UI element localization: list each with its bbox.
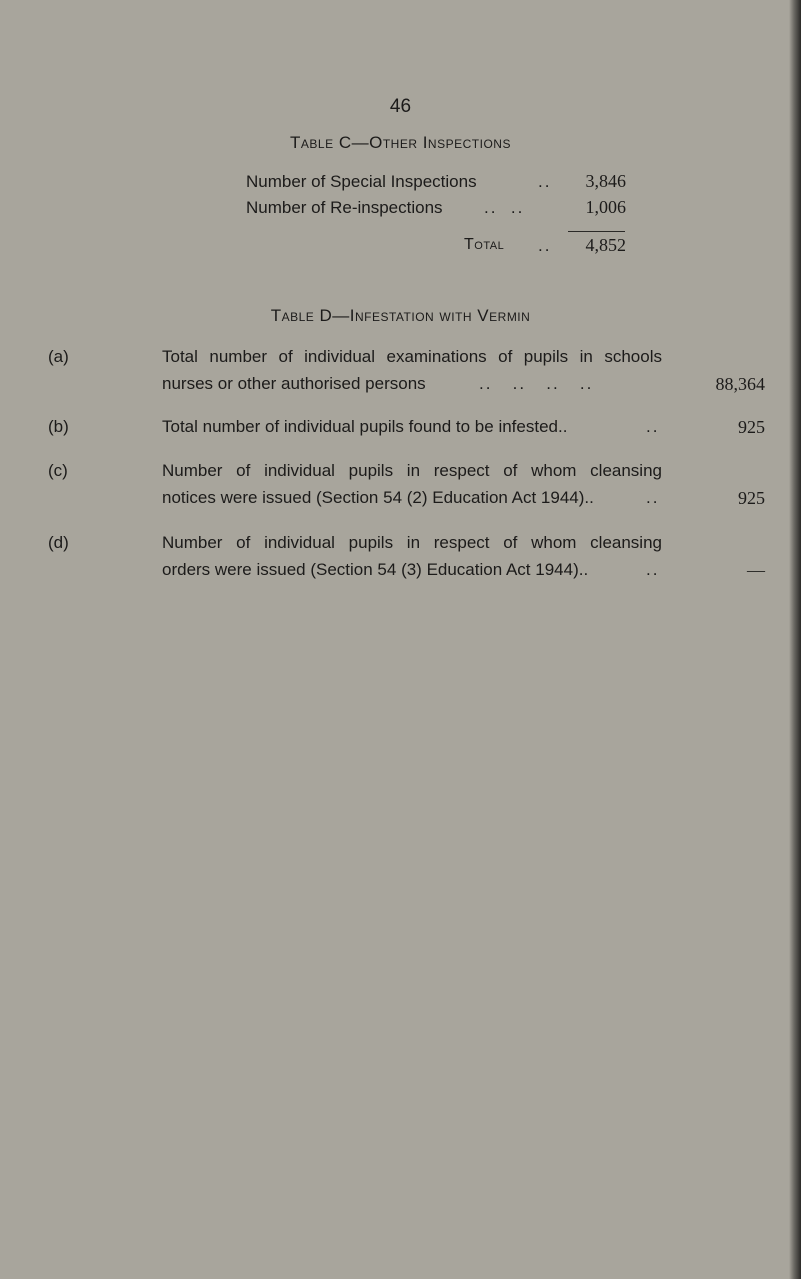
item-marker: (a)	[48, 347, 69, 366]
table-d-title: Table D—Infestation with Vermin	[270, 306, 531, 325]
row-label: Number of Special Inspections	[246, 172, 477, 191]
row-value: 3,846	[585, 171, 626, 191]
item-text-line: Total number of individual examinations of pupils in schools	[162, 347, 662, 366]
leader-dots: ..	[646, 560, 660, 579]
item-text-line: notices were issued (Section 54 (2) Education Act 1944)..	[162, 488, 594, 507]
leader-dots: ..	[646, 488, 660, 507]
leader-dots: .. .. .. ..	[479, 374, 594, 393]
leader-dots: .. ..	[484, 198, 525, 217]
leader-dots: ..	[538, 236, 552, 255]
item-text-line: nurses or other authorised persons	[162, 374, 426, 393]
page-number: 46	[389, 96, 412, 117]
item-value: 88,364	[715, 374, 765, 394]
table-c-title: Table C—Other Inspections	[290, 133, 511, 152]
leader-dots: ..	[538, 172, 552, 191]
item-value: 925	[738, 488, 765, 508]
row-value: 1,006	[585, 197, 626, 217]
item-text-line: Number of individual pupils in respect of whom cleansing	[162, 461, 662, 480]
item-marker: (d)	[48, 533, 69, 552]
item-text-line: Number of individual pupils in respect of whom cleansing	[162, 533, 662, 552]
row-label: Number of Re-inspections	[246, 198, 443, 217]
item-text-line: Total number of individual pupils found to be infested..	[162, 417, 568, 436]
leader-dots: ..	[646, 417, 660, 436]
item-marker: (c)	[48, 461, 68, 480]
item-value: —	[747, 560, 765, 580]
item-marker: (b)	[48, 417, 69, 436]
total-label: Total	[464, 236, 505, 253]
total-rule	[568, 231, 625, 232]
page-edge-shadow	[789, 0, 801, 1279]
item-text-line: orders were issued (Section 54 (3) Education Act 1944)..	[162, 560, 589, 579]
total-value: 4,852	[585, 235, 626, 255]
item-value: 925	[738, 417, 765, 437]
